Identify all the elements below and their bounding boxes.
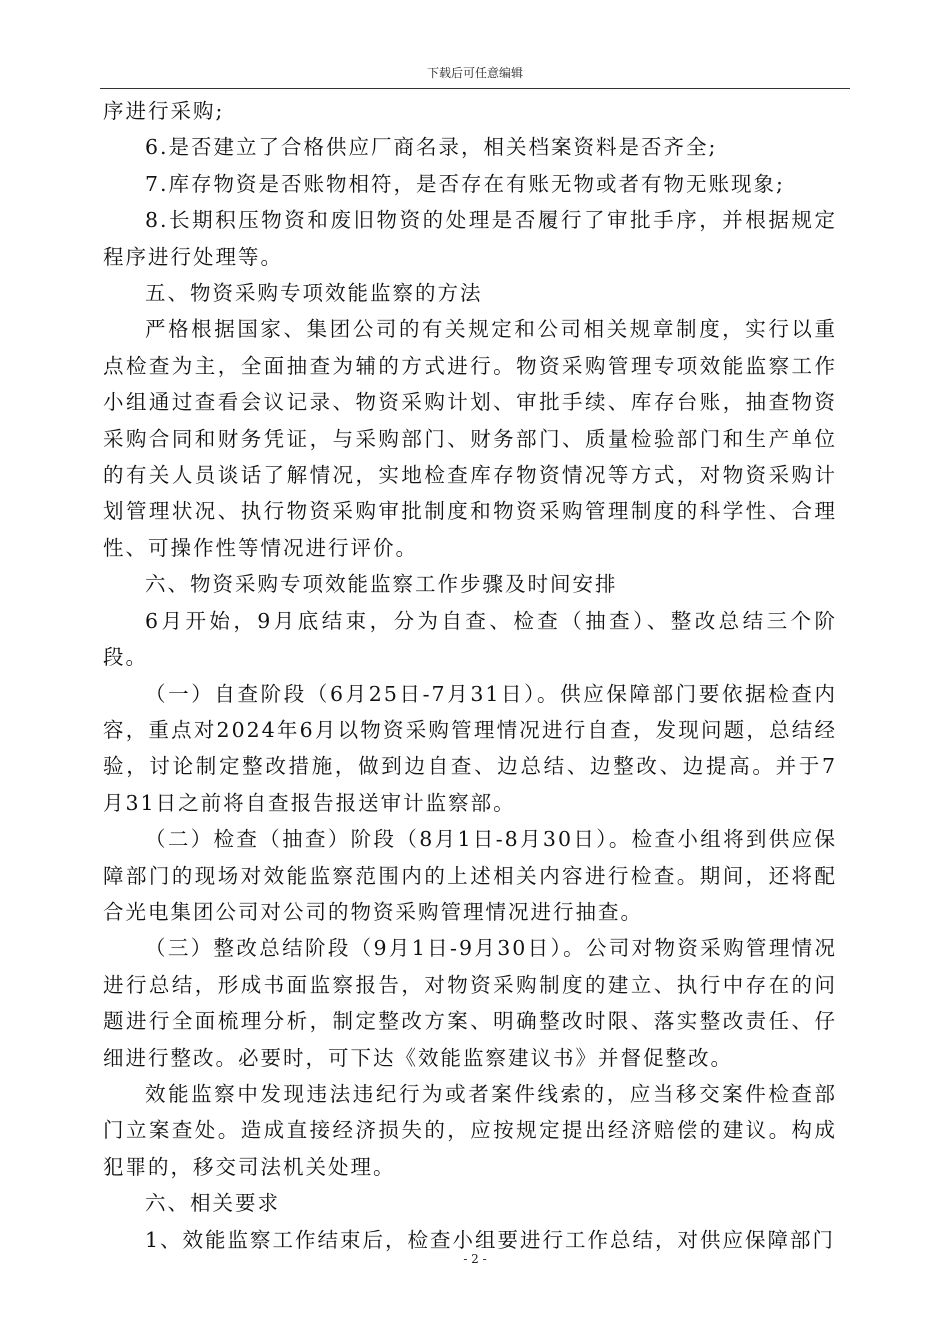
paragraph-violations: 效能监察中发现违法违纪行为或者案件线索的，应当移交案件检查部门立案查处。造成直接经济损失的，应按规定提出经济赔偿的建议。构成犯罪的，移交司法机关处理。 — [103, 1081, 837, 1179]
section-heading-requirements: 六、相关要求 — [145, 1191, 280, 1216]
page-number: - 2 - — [463, 1252, 487, 1266]
list-item-7: 7.库存物资是否账物相符，是否存在有账无物或者有物无账现象; — [145, 171, 785, 196]
document-body — [103, 93, 837, 1258]
paragraph-stage-inspection: （二）检查（抽查）阶段（8月1日-8月30日）。检查小组将到供应保障部门的现场对效能监察范围内的上述相关内容进行检查。期间，还将配合光电集团公司对公司的物资采购管理情况进行抽查。 — [103, 827, 837, 924]
header-note: 下载后可任意编辑 — [426, 66, 523, 80]
paragraph-stage-self-check: （一）自查阶段（6月25日-7月31日）。供应保障部门要依据检查内容，重点对2024年6月以物资采购管理情况进行自查，发现问题，总结经验，讨论制定整改措施，做到边自查、边总结、边整改、边提高。并于7月31日之前将自查报告报送审计监察部。 — [103, 681, 837, 815]
list-item-8: 8.长期积压物资和废旧物资的处理是否履行了审批手序，并根据规定程序进行处理等。 — [103, 208, 837, 269]
requirement-item-1: 1、效能监察工作结束后，检查小组要进行工作总结，对供应保障部门 — [145, 1227, 836, 1252]
list-item-6: 6.是否建立了合格供应厂商名录，相关档案资料是否齐全; — [145, 135, 718, 160]
section-heading-methods: 五、物资采购专项效能监察的方法 — [145, 281, 483, 306]
section-heading-schedule: 六、物资采购专项效能监察工作步骤及时间安排 — [145, 572, 618, 597]
paragraph-methods: 严格根据国家、集团公司的有关规定和公司相关规章制度，实行以重点检查为主，全面抽查为辅的方式进行。物资采购管理专项效能监察工作小组通过查看会议记录、物资采购计划、审批手续、库存台账，抽查物资采购合同和财务凭证，与采购部门、财务部门、质量检验部门和生产单位的有关人员谈话了解情况，实地检查库存物资情况等方式，对物资采购计划管理状况、执行物资采购审批制度和物资采购管理制度的科学性、合理性、可操作性等情况进行评价。 — [103, 317, 837, 560]
paragraph-schedule-overview: 6月开始，9月底结束，分为自查、检查（抽查）、整改总结三个阶段。 — [103, 608, 837, 670]
header-divider — [100, 88, 850, 89]
paragraph-continuation: 序进行采购; — [103, 99, 225, 123]
paragraph-stage-rectification: （三）整改总结阶段（9月1日-9月30日）。公司对物资采购管理情况进行总结，形成书面监察报告，对物资采购制度的建立、执行中存在的问题进行全面梳理分析，制定整改方案、明确整改时限、落实整改责任、仔细进行整改。必要时，可下达《效能监察建议书》并督促整改。 — [103, 936, 837, 1070]
